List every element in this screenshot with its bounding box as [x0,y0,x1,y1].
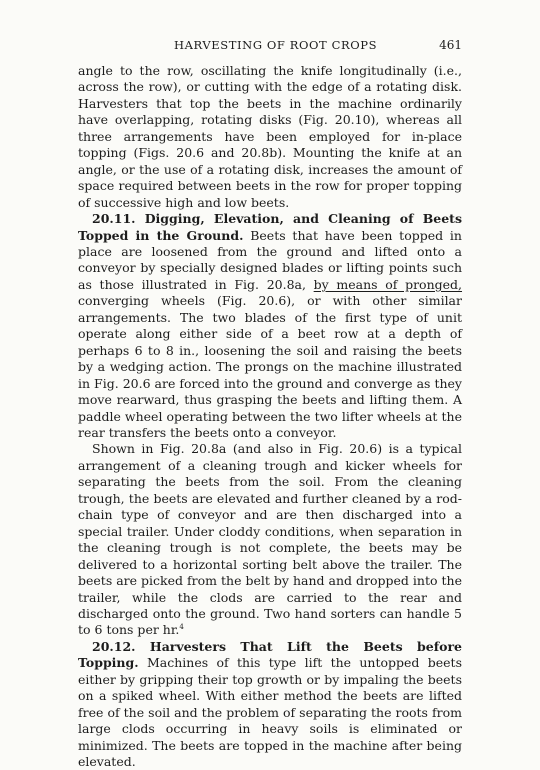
section-text: converging wheels (Fig. 20.6), or with other similar arrangements. The two blades of the first type of unit operate along either side of a beet row at a depth of perhaps 6 to 8 in., loosening the soil and raising the beets by a wedging action. The prongs on the machine illustrated in Fig. 20.6 are forced into the ground and converge as they move rearward, thus grasping the beets and lifting them. A paddle wheel operating between the two lifter wheels at the rear transfers the beets onto a conveyor. [78,293,462,440]
page-body [78,63,462,770]
section-heading-20-12: 20.12. Harvesters That Lift the Beets before Topping. [78,638,462,671]
paragraph-continuation: angle to the row, oscillating the knife longitudinally (i.e., across the row), or cutting with the edge of a rotating disk. Harvesters that top the beets in the machine ordinarily have overlapping, rotating disks (Fig. 20.10), whereas all three arrangements have been employed for in-place topping (Figs. 20.6 and 20.8b). Mounting the knife at an angle, or the use of a rotating disk, increases the amount of space required between beets in the row for proper topping of successive high and low beets. [78,63,462,210]
section-heading-20-11: 20.11. Digging, Elevation, and Cleaning of Beets Topped in the Ground. [78,211,462,243]
paragraph-text: Shown in Fig. 20.8a (and also in Fig. 20.6) is a typical arrangement of a cleaning trough and kicker wheels for separating the beets from the soil. From the cleaning trough, the beets are elevated and further cleaned by a rod-chain type of conveyor and are then discharged into a special trailer. Under cloddy conditions, when separation in the cleaning trough is not complete, the beets may be delivered to a horizontal sorting belt above the trailer. The beets are picked from the belt by hand and dropped into the trailer, while the clods are carried to the rear and discharged onto the ground. Two hand sorters can handle 5 to 6 tons per hr. [78,441,462,638]
section-20-12 [78,639,462,770]
underlined-phrase: by means of pronged, [313,276,463,292]
section-20-11 [78,211,462,441]
page-number: 461 [439,38,462,52]
running-title: HARVESTING OF ROOT CROPS [174,38,378,52]
section-text: Beets that have been topped in place are loosened from the ground and lifted onto a conveyor by specially designed blades or lifting points such as those illustrated in Fig. 20.8a, [78,227,462,292]
paragraph-cleaning [78,441,462,638]
section-text: Machines of this type lift the untopped beets either by gripping their top growth or by impaling the beets on a spiked wheel. With either method the beets are lifted free of the soil and the problem of separating the roots from large clods occurring in heavy soils is eliminated or minimized. The beets are topped in the machine after being elevated. [78,655,462,770]
footnote-marker: 4 [179,623,184,632]
running-header [78,38,462,56]
